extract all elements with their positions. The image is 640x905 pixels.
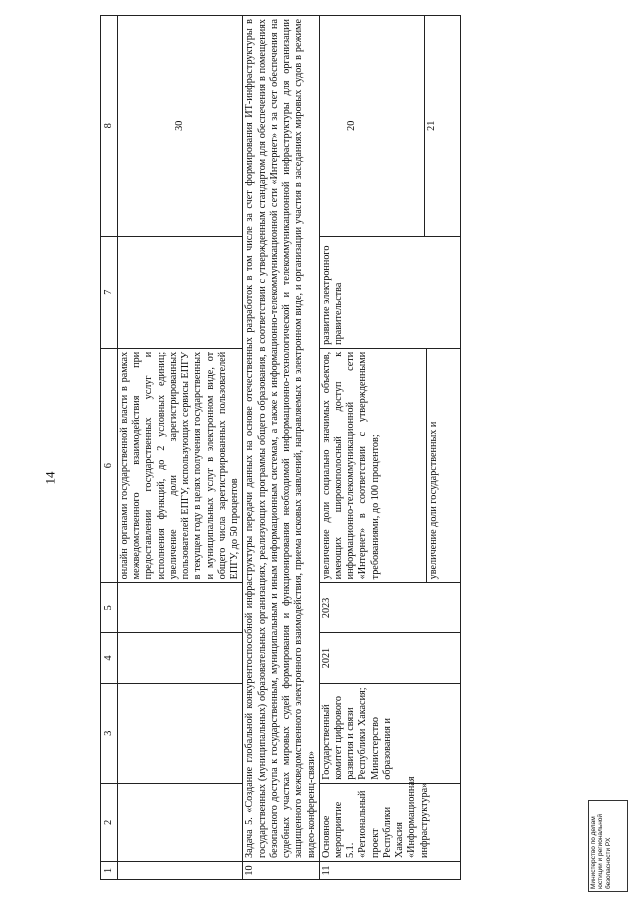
col-header-7: 7	[101, 236, 118, 348]
col-header-6: 6	[101, 348, 118, 583]
col-header-5: 5	[101, 583, 118, 633]
header-row	[101, 16, 118, 880]
col-header-1: 1	[101, 861, 118, 879]
row-number: 10	[243, 861, 319, 879]
program-table	[100, 15, 461, 880]
col-header-4: 4	[101, 633, 118, 683]
value-cell: 20	[345, 120, 357, 131]
row-number: 11	[319, 861, 460, 879]
indicator-cell: увеличение доли социально значимых объектов, имеющих широкополосный доступ к информационно-телекоммуникационной сети «Интернет» в соответствии с утвержденными требованиями, до 100 процентов;	[320, 351, 381, 580]
col-header-3: 3	[101, 683, 118, 783]
indicator-cell: онлайн органами государственной власти в рамках межведомственного взаимодействия при предоставлении государственных услуг и исполнения функций, до 2 условных единиц; увеличение доли зарегистрированных пользователей ЕПГУ, использующих сервисы ЕПГУ в текущем году в целях получения государственных и муниципальных услуг в электронном виде, от общего числа зарегистрированных пользователей ЕПГУ, до 50 процентов	[118, 348, 243, 583]
indicator-cell: увеличение доли государственных и	[426, 349, 441, 583]
registration-stamp: Министерство по делам юстиции и региональной безопасности РХ	[588, 800, 628, 892]
start-year: 2021	[319, 633, 460, 683]
measure-name: Основное мероприятие 5.1. «Региональный проект Республики Хакасия «Информационная инфраструктура»	[319, 783, 460, 861]
responsible-executor: Государственный комитет цифрового развития и связи Республики Хакасия; Министерство образования и	[319, 683, 460, 783]
col-header-8: 8	[101, 16, 118, 237]
table-row	[118, 16, 243, 880]
direction-cell: развитие электронного правительства	[319, 236, 460, 348]
table-row	[319, 16, 460, 880]
page-number: 14	[42, 471, 58, 485]
task-text: Задача 5. «Создание глобальной конкурентоспособной инфраструктуры передачи данных на основе отечественных разработок в том числе за счет формирования ИТ-инфраструктуры в государственных (муниципальных) образовательных организациях, реализующих программы общего образования, в соответствии с утвержденным стандартом для обеспечения в помещениях безопасного доступа к государственным, муниципальным и иным информационным системам, а также к информационно-телекоммуникационной сети «Интернет» и за счет обеспечения на судебных участках мировых судей формирования и функционирования необходимой информационно-технологической и телекоммуникационной инфраструктуры для организации защищенного межведомственного электронного взаимодействия, приема исковых заявлений, направляемых в электронном виде, и организации участия в заседаниях мировых судов в режиме видео-конференц-связи»	[243, 16, 319, 862]
end-year: 2023	[319, 583, 460, 633]
value-cell: 21	[424, 16, 439, 236]
col-header-2: 2	[101, 783, 118, 861]
value-cell: 30	[118, 16, 243, 237]
rotated-page	[100, 0, 540, 886]
task-row	[243, 16, 319, 880]
